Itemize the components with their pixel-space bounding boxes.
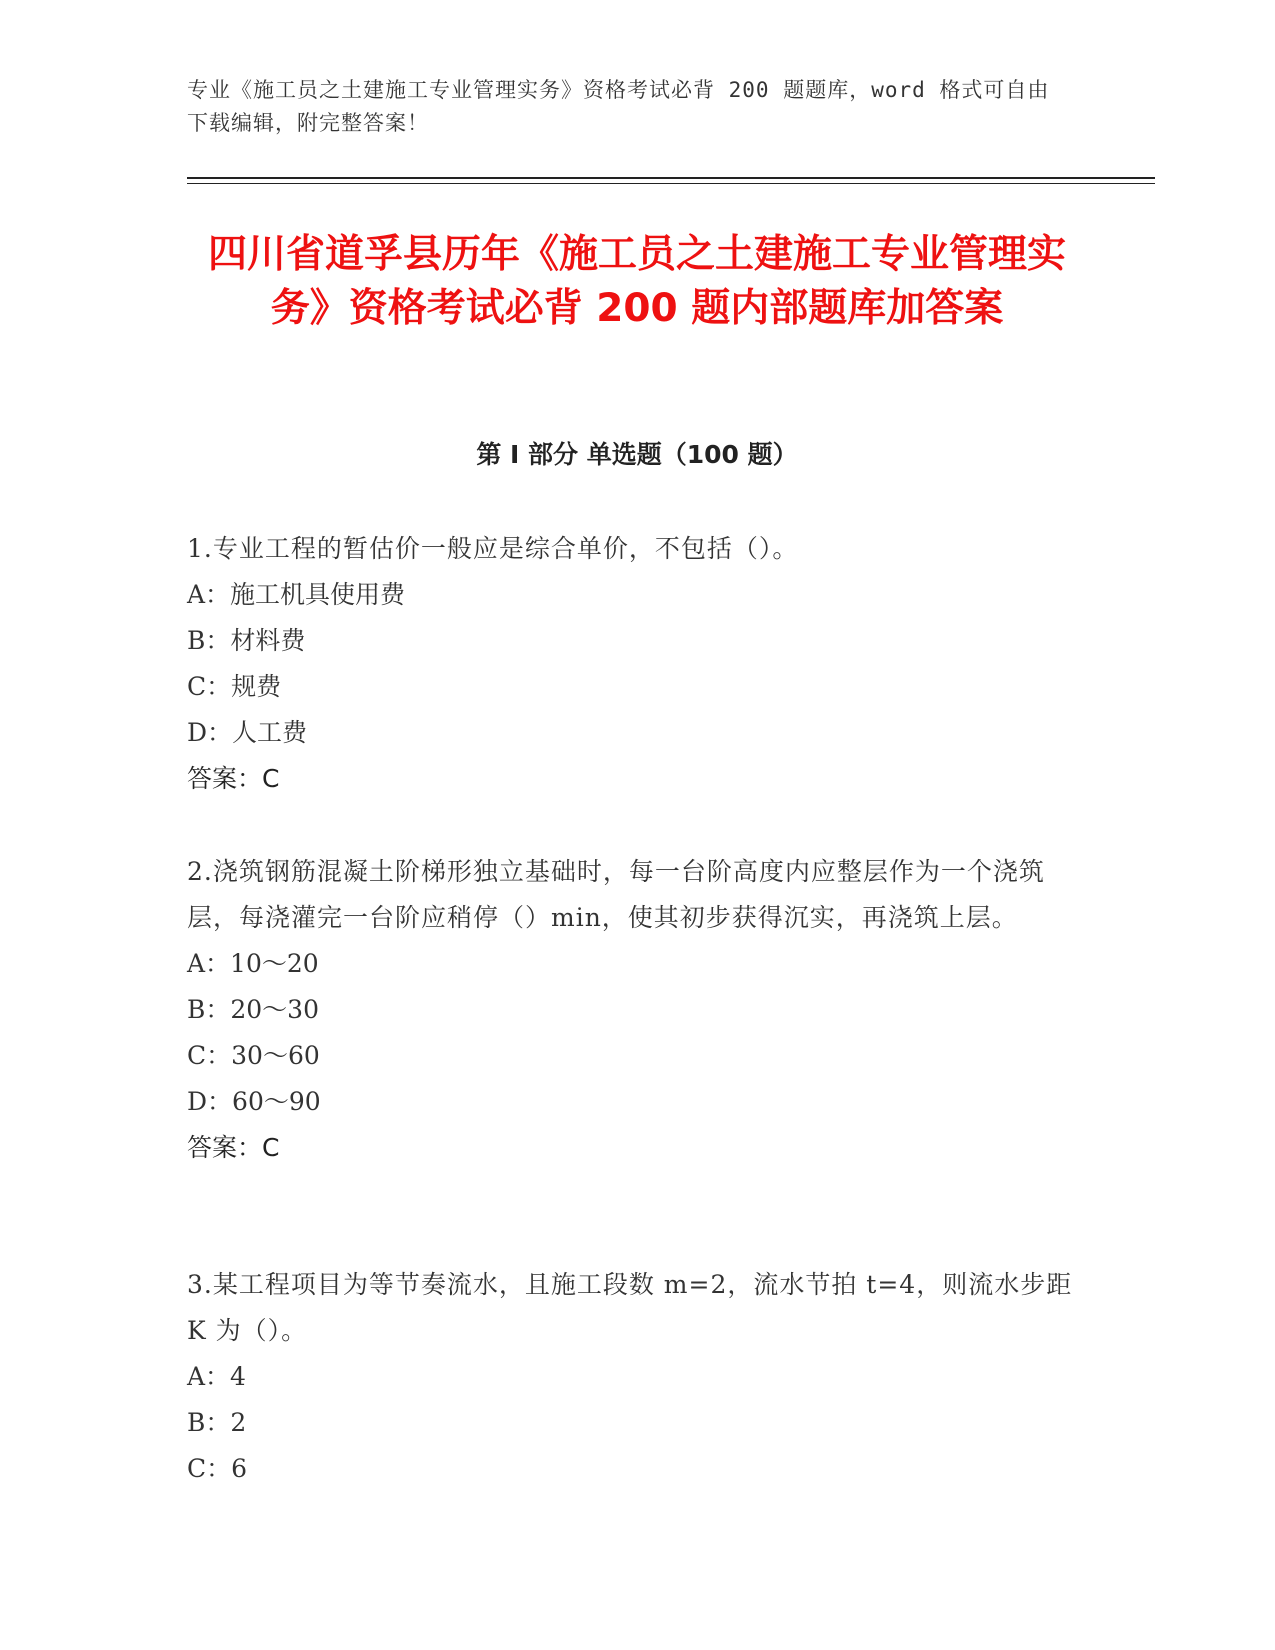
option-d: D：60～90 [187, 1087, 321, 1116]
header-divider-thin [187, 183, 1155, 184]
answer: 答案：C [187, 1133, 280, 1162]
answer: 答案：C [187, 764, 280, 793]
question-stem: 2.浇筑钢筋混凝土阶梯形独立基础时，每一台阶高度内应整层作为一个浇筑层，每浇灌完一台阶应稍停（）min，使其初步获得沉实，再浇筑上层。 [187, 857, 1045, 932]
option-d: D：人工费 [187, 718, 308, 747]
header-divider-thick [187, 177, 1155, 179]
option-a: A：4 [187, 1362, 246, 1391]
question-1 [187, 526, 1087, 802]
option-a: A：10～20 [187, 949, 319, 978]
question-stem: 1.专业工程的暂估价一般应是综合单价，不包括（）。 [187, 534, 799, 563]
header-note: 专业《施工员之土建施工专业管理实务》资格考试必背 200 题题库，word 格式可自由下载编辑，附完整答案！ [187, 78, 1050, 135]
question-3 [187, 1262, 1087, 1492]
document-title: 四川省道孚县历年《施工员之土建施工专业管理实务》资格考试必背 200 题内部题库加答案 [207, 232, 1066, 331]
option-b: B：2 [187, 1408, 247, 1437]
section-title: 第 I 部分 单选题（100 题） [476, 440, 798, 469]
question-2 [187, 849, 1087, 1171]
option-c: C：6 [187, 1454, 248, 1483]
option-b: B：20～30 [187, 995, 319, 1024]
option-c: C：规费 [187, 672, 282, 701]
option-c: C：30～60 [187, 1041, 320, 1070]
question-stem: 3.某工程项目为等节奏流水，且施工段数 m=2，流水节拍 t=4，则流水步距 K 为（）。 [187, 1270, 1073, 1345]
option-a: A：施工机具使用费 [187, 580, 406, 609]
option-b: B：材料费 [187, 626, 306, 655]
